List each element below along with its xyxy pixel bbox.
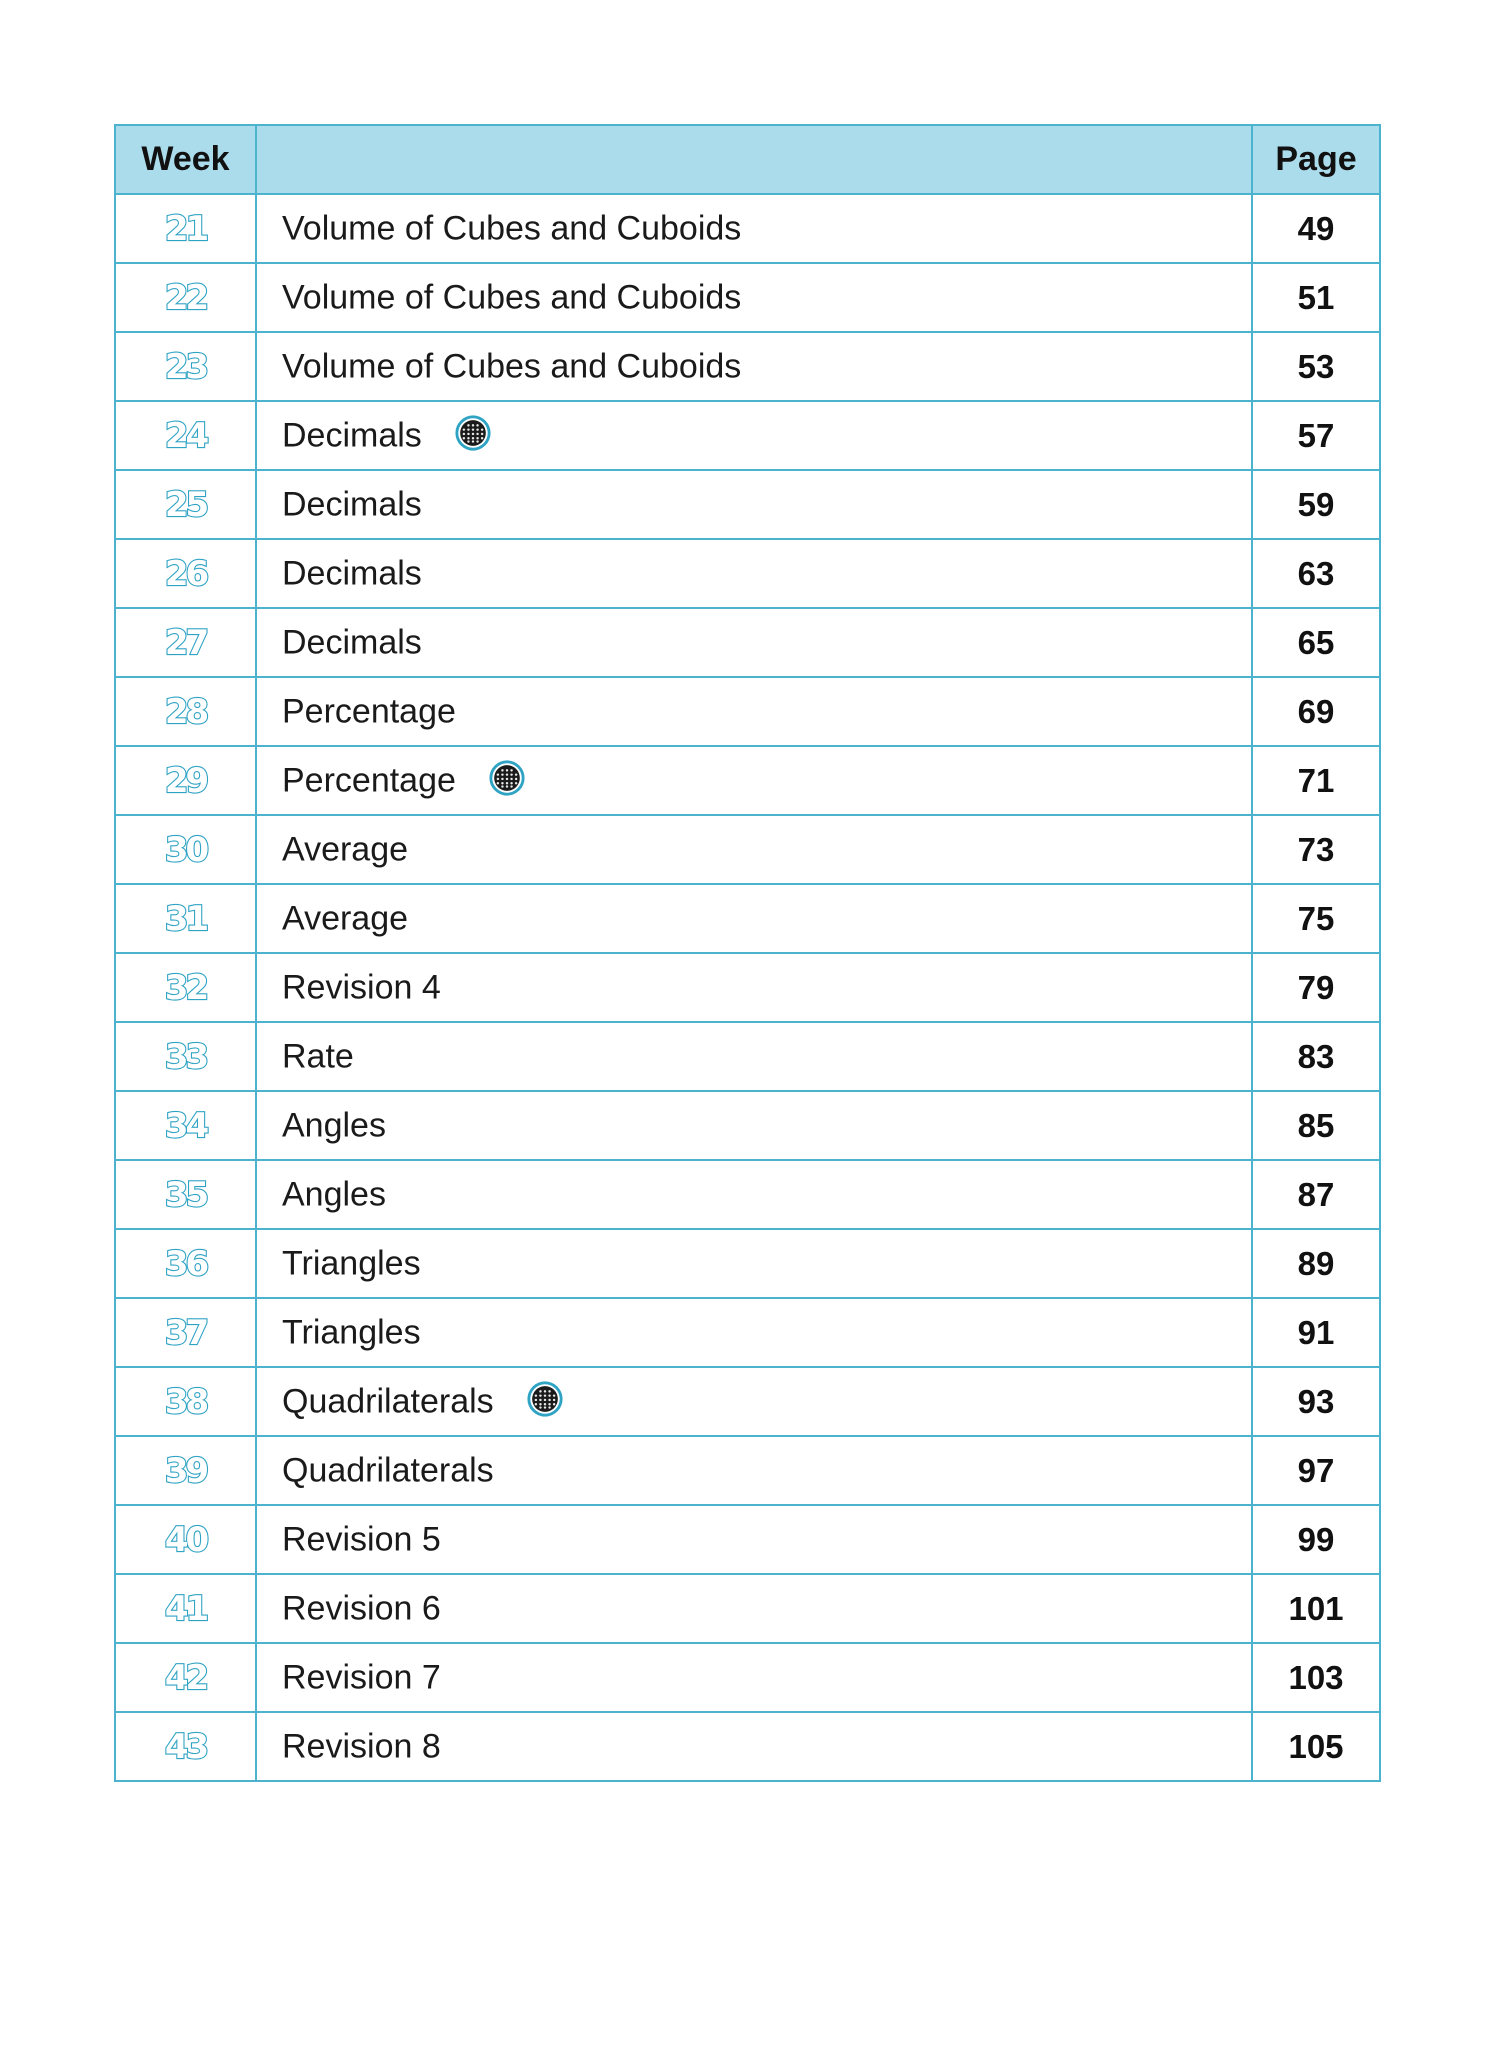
page-number: 53 bbox=[1252, 332, 1380, 401]
week-cell bbox=[115, 608, 256, 677]
page-number: 87 bbox=[1252, 1160, 1380, 1229]
table-row bbox=[115, 1229, 1380, 1298]
table-row bbox=[115, 1712, 1380, 1781]
week-column-header: Week bbox=[115, 125, 256, 194]
table-row bbox=[115, 884, 1380, 953]
topic-cell bbox=[256, 1022, 1252, 1091]
week-number: 34 bbox=[164, 1105, 207, 1146]
week-cell bbox=[115, 263, 256, 332]
table-row bbox=[115, 746, 1380, 815]
topic-label: Triangles bbox=[282, 1244, 421, 1283]
topic-label: Volume of Cubes and Cuboids bbox=[282, 278, 742, 317]
week-cell bbox=[115, 1505, 256, 1574]
table-row bbox=[115, 1505, 1380, 1574]
page-number: 79 bbox=[1252, 953, 1380, 1022]
week-cell bbox=[115, 539, 256, 608]
page-number: 97 bbox=[1252, 1436, 1380, 1505]
table-row bbox=[115, 1643, 1380, 1712]
topic-cell bbox=[256, 1229, 1252, 1298]
page-number: 99 bbox=[1252, 1505, 1380, 1574]
topic-cell bbox=[256, 470, 1252, 539]
table-row bbox=[115, 1436, 1380, 1505]
week-cell bbox=[115, 1091, 256, 1160]
week-number: 38 bbox=[164, 1381, 207, 1422]
week-cell bbox=[115, 1022, 256, 1091]
abacus-disc-icon bbox=[454, 414, 492, 452]
table-row bbox=[115, 263, 1380, 332]
table-row bbox=[115, 1022, 1380, 1091]
topic-cell bbox=[256, 746, 1252, 815]
week-number: 40 bbox=[164, 1519, 207, 1560]
page-number: 69 bbox=[1252, 677, 1380, 746]
topic-cell bbox=[256, 1160, 1252, 1229]
page-number: 83 bbox=[1252, 1022, 1380, 1091]
topic-cell bbox=[256, 194, 1252, 263]
week-number: 37 bbox=[164, 1312, 207, 1353]
topic-label: Decimals bbox=[282, 554, 422, 593]
week-cell bbox=[115, 194, 256, 263]
week-cell bbox=[115, 1712, 256, 1781]
topic-label: Decimals bbox=[282, 416, 422, 455]
week-number: 30 bbox=[164, 829, 207, 870]
topic-cell bbox=[256, 608, 1252, 677]
topic-label: Percentage bbox=[282, 761, 456, 800]
topic-cell bbox=[256, 1091, 1252, 1160]
topic-label: Revision 5 bbox=[282, 1520, 441, 1559]
topic-label: Revision 6 bbox=[282, 1589, 441, 1628]
week-cell bbox=[115, 1229, 256, 1298]
topic-cell bbox=[256, 401, 1252, 470]
week-number: 25 bbox=[164, 484, 207, 525]
week-number: 41 bbox=[164, 1588, 207, 1629]
week-cell bbox=[115, 470, 256, 539]
page-column-header: Page bbox=[1252, 125, 1380, 194]
week-number: 21 bbox=[164, 208, 207, 249]
topic-label: Decimals bbox=[282, 485, 422, 524]
table-row bbox=[115, 470, 1380, 539]
page-number: 71 bbox=[1252, 746, 1380, 815]
table-row bbox=[115, 194, 1380, 263]
page-number: 59 bbox=[1252, 470, 1380, 539]
topic-cell bbox=[256, 1643, 1252, 1712]
topic-label: Revision 8 bbox=[282, 1727, 441, 1766]
topic-label: Angles bbox=[282, 1175, 386, 1214]
week-cell bbox=[115, 1574, 256, 1643]
topic-cell bbox=[256, 953, 1252, 1022]
topic-cell bbox=[256, 884, 1252, 953]
table-row bbox=[115, 539, 1380, 608]
topic-label: Decimals bbox=[282, 623, 422, 662]
page-number: 91 bbox=[1252, 1298, 1380, 1367]
topic-cell bbox=[256, 1367, 1252, 1436]
week-number: 42 bbox=[164, 1657, 207, 1698]
week-cell bbox=[115, 953, 256, 1022]
week-number: 31 bbox=[164, 898, 207, 939]
topic-label: Volume of Cubes and Cuboids bbox=[282, 347, 742, 386]
topic-label: Average bbox=[282, 899, 409, 938]
topic-cell bbox=[256, 1505, 1252, 1574]
table-row bbox=[115, 953, 1380, 1022]
topic-label: Revision 7 bbox=[282, 1658, 441, 1697]
topic-cell bbox=[256, 1436, 1252, 1505]
week-cell bbox=[115, 1436, 256, 1505]
page-number: 101 bbox=[1252, 1574, 1380, 1643]
page-number: 49 bbox=[1252, 194, 1380, 263]
week-cell bbox=[115, 815, 256, 884]
contents-table bbox=[114, 124, 1381, 1782]
week-cell bbox=[115, 332, 256, 401]
week-cell bbox=[115, 677, 256, 746]
page-number: 103 bbox=[1252, 1643, 1380, 1712]
topic-label: Quadrilaterals bbox=[282, 1382, 494, 1421]
page-number: 63 bbox=[1252, 539, 1380, 608]
page-number: 93 bbox=[1252, 1367, 1380, 1436]
page-number: 89 bbox=[1252, 1229, 1380, 1298]
page-number: 75 bbox=[1252, 884, 1380, 953]
page-number: 57 bbox=[1252, 401, 1380, 470]
topic-label: Average bbox=[282, 830, 409, 869]
table-row bbox=[115, 1298, 1380, 1367]
week-number: 26 bbox=[164, 553, 207, 594]
abacus-disc-icon bbox=[488, 759, 526, 797]
week-cell bbox=[115, 1298, 256, 1367]
week-number: 43 bbox=[164, 1726, 207, 1767]
table-row bbox=[115, 815, 1380, 884]
page-number: 51 bbox=[1252, 263, 1380, 332]
topic-column-header bbox=[256, 125, 1252, 194]
week-number: 29 bbox=[164, 760, 207, 801]
topic-label: Volume of Cubes and Cuboids bbox=[282, 209, 742, 248]
table-row bbox=[115, 1367, 1380, 1436]
week-number: 39 bbox=[164, 1450, 207, 1491]
topic-cell bbox=[256, 263, 1252, 332]
week-number: 28 bbox=[164, 691, 207, 732]
topic-cell bbox=[256, 815, 1252, 884]
page-number: 73 bbox=[1252, 815, 1380, 884]
topic-label: Percentage bbox=[282, 692, 456, 731]
topic-label: Rate bbox=[282, 1037, 354, 1076]
table-row bbox=[115, 608, 1380, 677]
topic-cell bbox=[256, 332, 1252, 401]
table-row bbox=[115, 1160, 1380, 1229]
table-body bbox=[115, 194, 1380, 1781]
table-row bbox=[115, 401, 1380, 470]
table-row bbox=[115, 1574, 1380, 1643]
topic-label: Angles bbox=[282, 1106, 386, 1145]
page-number: 105 bbox=[1252, 1712, 1380, 1781]
abacus-disc-icon bbox=[526, 1380, 564, 1418]
table-row bbox=[115, 332, 1380, 401]
week-number: 23 bbox=[164, 346, 207, 387]
week-number: 22 bbox=[164, 277, 207, 318]
week-cell bbox=[115, 884, 256, 953]
page-number: 65 bbox=[1252, 608, 1380, 677]
week-cell bbox=[115, 1160, 256, 1229]
week-number: 24 bbox=[164, 415, 207, 456]
week-number: 33 bbox=[164, 1036, 207, 1077]
topic-label: Revision 4 bbox=[282, 968, 441, 1007]
topic-cell bbox=[256, 1712, 1252, 1781]
topic-label: Quadrilaterals bbox=[282, 1451, 494, 1490]
week-number: 27 bbox=[164, 622, 207, 663]
week-cell bbox=[115, 746, 256, 815]
topic-cell bbox=[256, 1574, 1252, 1643]
topic-cell bbox=[256, 1298, 1252, 1367]
week-number: 32 bbox=[164, 967, 207, 1008]
table-row bbox=[115, 1091, 1380, 1160]
week-number: 36 bbox=[164, 1243, 207, 1284]
week-cell bbox=[115, 1367, 256, 1436]
topic-cell bbox=[256, 539, 1252, 608]
week-number: 35 bbox=[164, 1174, 207, 1215]
topic-cell bbox=[256, 677, 1252, 746]
header-row bbox=[115, 125, 1380, 194]
week-cell bbox=[115, 401, 256, 470]
table-row bbox=[115, 677, 1380, 746]
topic-label: Triangles bbox=[282, 1313, 421, 1352]
week-cell bbox=[115, 1643, 256, 1712]
page-number: 85 bbox=[1252, 1091, 1380, 1160]
